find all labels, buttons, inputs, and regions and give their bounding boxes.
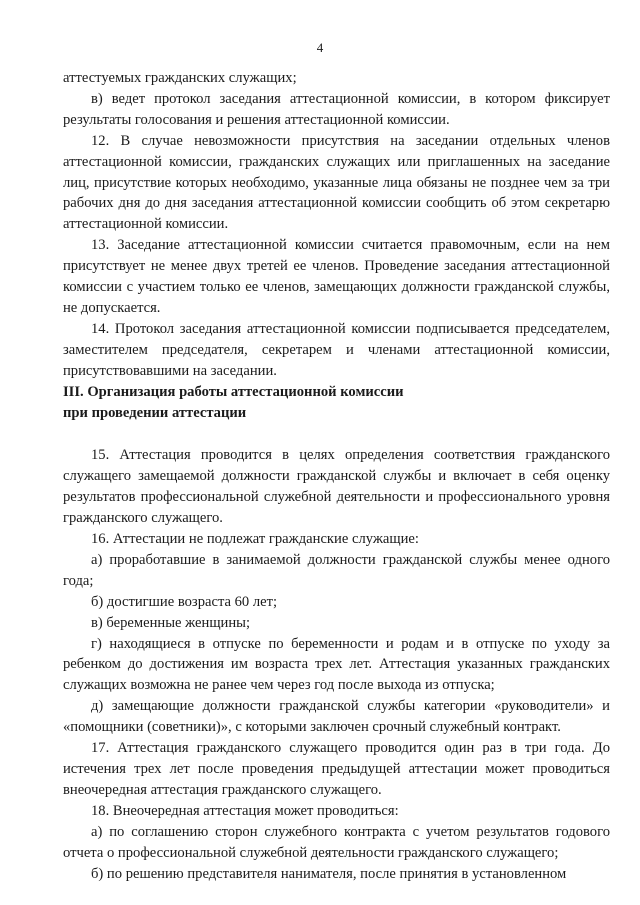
paragraph-p-17: 17. Аттестация гражданского служащего проводится один раз в три года. До истечения трех лет после проведения предыдущей аттестации может проводиться внеочередная аттестация гражданского служащего. bbox=[63, 740, 610, 798]
paragraph-p-14: 14. Протокол заседания аттестационной комиссии подписывается председателем, заместителем председателя, секретарем и членами аттестационной комиссии, присутствовавшими на заседании. bbox=[63, 320, 610, 379]
section-spacer bbox=[63, 423, 610, 445]
paragraph-p-16a: а) проработавшие в занимаемой должности гражданской службы менее одного года; bbox=[63, 551, 610, 589]
paragraph-p-18: 18. Внеочередная аттестация может проводиться: bbox=[91, 802, 399, 819]
section-heading bbox=[63, 382, 610, 424]
paragraph-p-16: 16. Аттестации не подлежат гражданские служащие: bbox=[91, 531, 419, 548]
paragraphs-after-section bbox=[63, 445, 610, 884]
paragraph-p-16v: в) беременные женщины; bbox=[91, 614, 251, 631]
paragraph-p-16g: г) находящиеся в отпуске по беременности и родам и в отпуске по уходу за ребенком до достижения им возраста трех лет. Аттестация указанных гражданских служащих возможна не ранее чем через год после выхода из отпуска; bbox=[63, 635, 610, 694]
paragraph-p-16b: б) достигшие возраста 60 лет; bbox=[91, 593, 278, 610]
paragraph-p-16d: д) замещающие должности гражданской службы категории «руководители» и «помощники (советники)», с которыми заключен срочный служебный контракт. bbox=[63, 698, 610, 736]
paragraph-p-18a: а) по соглашению сторон служебного контракта с учетом результатов годового отчета о профессиональной служебной деятельности гражданского служащего; bbox=[63, 823, 610, 861]
paragraph-p-12: 12. В случае невозможности присутствия на заседании отдельных членов аттестационной комиссии, гражданских служащих или приглашенных на заседание лиц, присутствие которых необходимо, указанные лица обязаны не позднее чем за три рабочих дня до дня заседания аттестационной комиссии сообщить об этом секретарю аттестационной комиссии. bbox=[63, 132, 610, 233]
paragraph-p-cont: аттестуемых гражданских служащих; bbox=[63, 70, 297, 86]
page-number: 4 bbox=[316, 40, 324, 55]
paragraph-p-13: 13. Заседание аттестационной комиссии считается правомочным, если на нем присутствует не менее двух третей ее членов. Проведение заседания аттестационной комиссии с участием только ее членов, замещающих должности гражданской службы, не допускается. bbox=[63, 237, 610, 316]
paragraph-p-18b: б) по решению представителя нанимателя, после принятия в установленном bbox=[91, 865, 567, 882]
paragraphs-before-section bbox=[63, 68, 610, 382]
document-body bbox=[63, 68, 610, 884]
paragraph-p-11v: в) ведет протокол заседания аттестационной комиссии, в котором фиксирует результаты голосования и решения аттестационной комиссии. bbox=[63, 90, 610, 128]
section-heading-line-1: III. Организация работы аттестационной комиссии bbox=[63, 383, 404, 400]
section-heading-line-2: при проведении аттестации bbox=[63, 404, 247, 421]
paragraph-p-15: 15. Аттестация проводится в целях определения соответствия гражданского служащего замещаемой должности гражданской службы и включает в себя оценку результатов профессиональной служебной деятельности и профессионального уровня гражданского служащего. bbox=[63, 447, 610, 527]
